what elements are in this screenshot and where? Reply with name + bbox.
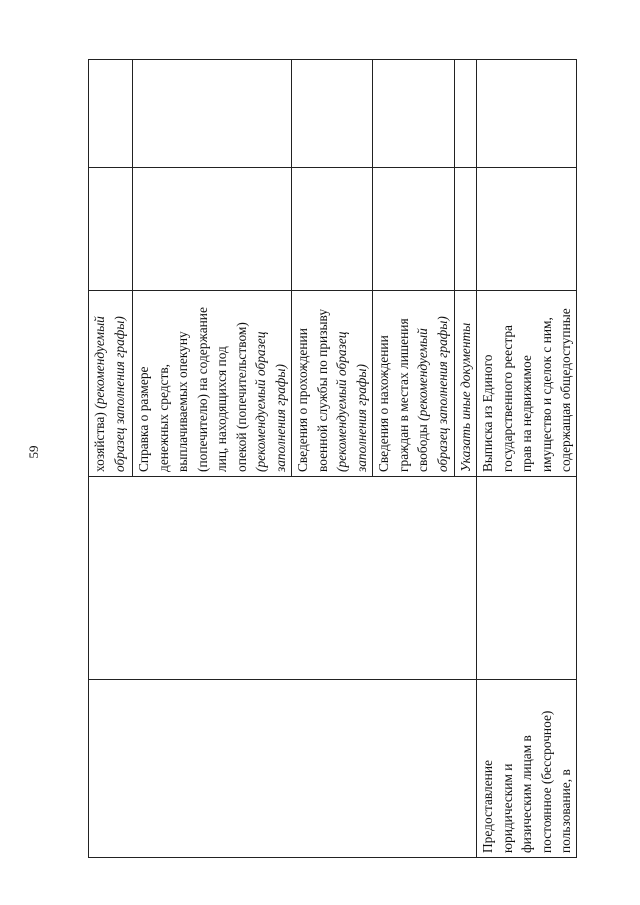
cell-document bbox=[89, 291, 133, 477]
text-line: опекой (попечительством) bbox=[233, 322, 249, 472]
text-line: физическим лицам в bbox=[519, 735, 534, 853]
text-italic: Указать иные документы bbox=[458, 322, 473, 472]
text-line: граждан в местах лишения bbox=[395, 318, 411, 472]
text-italic: (рекомендуемый bbox=[92, 316, 107, 409]
cell-empty bbox=[89, 168, 133, 291]
text-line: содержащая общедоступные bbox=[558, 308, 573, 472]
text-line: лиц, находящихся под bbox=[214, 346, 229, 472]
text-line: прав на недвижимое bbox=[519, 355, 534, 472]
cell-empty bbox=[89, 60, 133, 168]
text-line: Предоставление bbox=[480, 760, 495, 853]
table-row bbox=[89, 60, 133, 858]
cell-document bbox=[477, 291, 577, 477]
cell-document bbox=[455, 291, 477, 477]
page-number: 59 bbox=[26, 445, 41, 459]
document-table bbox=[88, 59, 577, 858]
rotated-content bbox=[88, 60, 573, 858]
cell-empty bbox=[373, 60, 455, 168]
text-line: (попечителю) на содержание bbox=[194, 307, 210, 472]
text-line: пользование, в bbox=[558, 769, 573, 853]
text-line: постоянное (бессрочное) bbox=[538, 710, 554, 853]
text: хозяйства) bbox=[92, 412, 107, 472]
cell-document bbox=[292, 291, 373, 477]
text-line: государственного реестра bbox=[499, 325, 515, 472]
cell-service-name bbox=[477, 680, 577, 858]
text-line: имущество и сделок с ним, bbox=[538, 317, 554, 472]
text-italic: (рекомендуемый bbox=[415, 328, 430, 421]
text-italic: заполнения графы) bbox=[353, 364, 369, 472]
text-italic: образец заполнения графы) bbox=[434, 316, 450, 472]
cell-empty bbox=[292, 60, 373, 168]
cell-empty bbox=[292, 168, 373, 291]
cell-service-name bbox=[89, 680, 477, 858]
text-line: Сведения о нахождении bbox=[376, 335, 391, 472]
cell-empty bbox=[477, 60, 577, 168]
cell-empty bbox=[477, 168, 577, 291]
text-line: денежных средств, bbox=[155, 363, 171, 472]
text-italic: заполнения графы) bbox=[272, 364, 288, 472]
cell-empty bbox=[133, 168, 292, 291]
text-italic: (рекомендуемый образец bbox=[334, 331, 349, 472]
text-line: Выписка из Единого bbox=[480, 354, 495, 472]
text-line: выплачиваемых опекуну bbox=[175, 331, 190, 472]
cell-empty bbox=[373, 168, 455, 291]
text: свободы bbox=[415, 424, 430, 472]
text-italic: образец заполнения графы) bbox=[111, 316, 127, 472]
cell-empty bbox=[455, 60, 477, 168]
cell-empty bbox=[455, 168, 477, 291]
text-line: Сведения о прохождении bbox=[295, 328, 310, 472]
table-row bbox=[477, 60, 577, 858]
cell-document bbox=[373, 291, 455, 477]
document-table-area bbox=[88, 60, 573, 858]
text-line: военной службы по призыву bbox=[314, 308, 330, 472]
cell-empty bbox=[89, 477, 477, 680]
text-line: юридическим и bbox=[499, 763, 515, 853]
cell-document bbox=[133, 291, 292, 477]
cell-empty bbox=[477, 477, 577, 680]
text-line: Справка о размере bbox=[136, 366, 151, 472]
cell-empty bbox=[133, 60, 292, 168]
text-italic: (рекомендуемый образец bbox=[253, 331, 268, 472]
